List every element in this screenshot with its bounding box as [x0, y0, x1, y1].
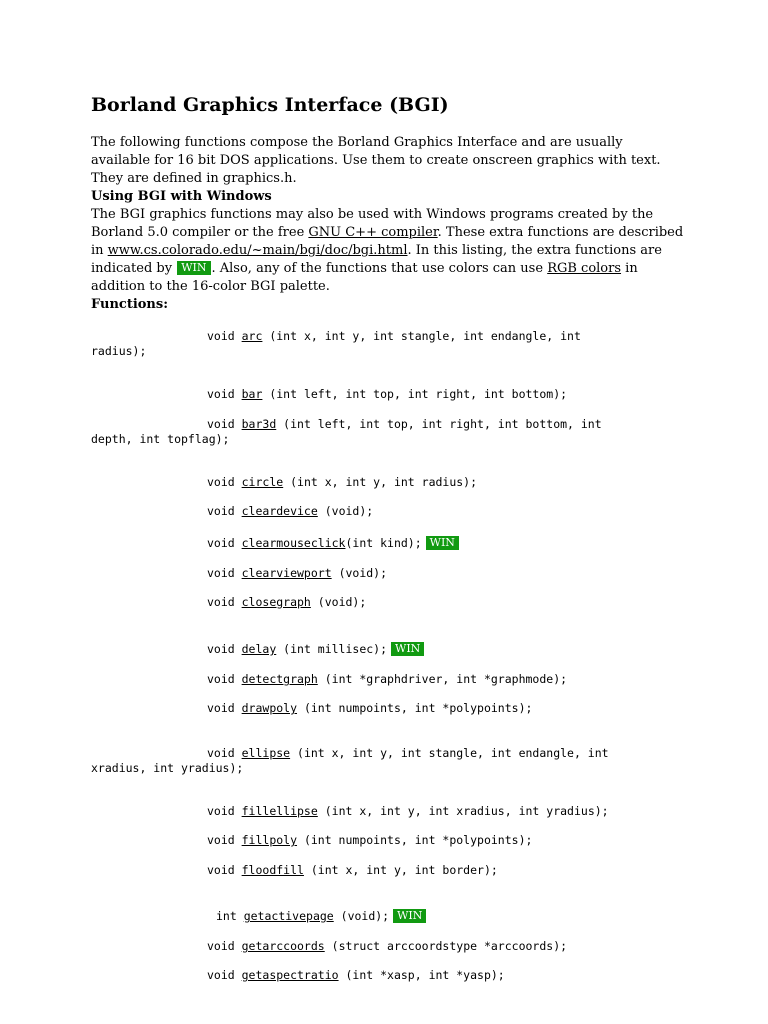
function-entry-cleardevice [91, 504, 681, 519]
return-type: void [207, 968, 242, 982]
function-args: (int numpoints, int *polypoints); [297, 701, 533, 715]
function-entry-bar [91, 387, 681, 402]
return-type: void [207, 566, 242, 580]
bgi-doc-link[interactable]: www.cs.colorado.edu/~main/bgi/doc/bgi.html [107, 243, 408, 258]
function-link-floodfill[interactable]: floodfill [241, 863, 304, 877]
return-type: void [207, 329, 242, 343]
function-link-clearviewport[interactable]: clearviewport [241, 566, 332, 580]
function-link-bar[interactable]: bar [241, 387, 263, 401]
gnu-compiler-link[interactable]: GNU C++ compiler [308, 225, 438, 240]
return-type: void [207, 701, 242, 715]
win-badge: WIN [393, 909, 426, 923]
function-link-closegraph[interactable]: closegraph [241, 595, 311, 609]
function-args: (struct arccoordstype *arccoords); [324, 939, 568, 953]
function-entry-getactivepage [91, 909, 681, 924]
function-entry-clearmouseclick [91, 536, 681, 551]
function-args: (int x, int y, int stangle, int endangle, int [290, 746, 609, 760]
function-args: (int left, int top, int right, int bottom, int [276, 417, 602, 431]
return-type: void [207, 417, 242, 431]
return-type: void [207, 804, 242, 818]
return-type: void [207, 672, 242, 686]
function-entry-delay [91, 642, 681, 657]
function-entry-drawpoly [91, 701, 681, 716]
intro-section [91, 134, 685, 314]
function-link-detectgraph[interactable]: detectgraph [241, 672, 318, 686]
function-entry-floodfill [91, 863, 681, 878]
function-args-continued: radius); [91, 344, 147, 358]
function-link-getarccoords[interactable]: getarccoords [241, 939, 325, 953]
function-link-circle[interactable]: circle [241, 475, 284, 489]
function-entry-arc [91, 329, 681, 359]
return-type: void [207, 746, 242, 760]
intro-paragraph: The following functions compose the Borland Graphics Interface and are usually available for 16 bit DOS applications. Use them to create onscreen graphics with text. They are defined in graphics.h. [91, 135, 661, 186]
function-args: (int kind); [345, 536, 422, 550]
windows-heading: Using BGI with Windows [91, 189, 272, 204]
function-args: (int x, int y, int border); [303, 863, 498, 877]
function-args: (int x, int y, int radius); [283, 475, 478, 489]
function-args: (int x, int y, int stangle, int endangle, int [262, 329, 581, 343]
function-args-continued: xradius, int yradius); [91, 761, 244, 775]
function-args: (void); [317, 504, 374, 518]
function-args: (void); [310, 595, 367, 609]
function-link-drawpoly[interactable]: drawpoly [241, 701, 298, 715]
return-type: void [207, 536, 242, 550]
return-type: void [207, 833, 242, 847]
return-type: void [207, 387, 242, 401]
function-entry-ellipse [91, 746, 681, 776]
function-entry-fillellipse [91, 804, 681, 819]
return-type: void [207, 595, 242, 609]
function-link-arc[interactable]: arc [241, 329, 263, 343]
return-type: int [216, 909, 244, 923]
function-entry-clearviewport [91, 566, 681, 581]
function-entry-getaspectratio [91, 968, 681, 983]
function-link-fillellipse[interactable]: fillellipse [241, 804, 318, 818]
function-link-clearmouseclick[interactable]: clearmouseclick [241, 536, 346, 550]
return-type: void [207, 642, 242, 656]
functions-heading: Functions: [91, 297, 169, 312]
function-args: (int *xasp, int *yasp); [338, 968, 505, 982]
return-type: void [207, 504, 242, 518]
function-args: (void); [333, 909, 390, 923]
function-args: (void); [331, 566, 388, 580]
return-type: void [207, 863, 242, 877]
page-title: Borland Graphics Interface (BGI) [91, 94, 449, 116]
windows-paragraph: The BGI graphics functions may also be used with Windows programs created by the Borland 5.0 compiler or the free GNU C++ compiler. These extra functions are described in www.cs.colorado.edu/~main/bgi/doc/bgi.html. In this listing, the extra functions are indicated by WIN . Also, any of the functions that use colors can use RGB colors in addition to the 16-color BGI palette. [91, 207, 684, 294]
function-args: (int numpoints, int *polypoints); [297, 833, 533, 847]
win-badge: WIN [426, 536, 459, 550]
rgb-colors-link[interactable]: RGB colors [547, 261, 622, 276]
function-entry-getarccoords [91, 939, 681, 954]
function-link-ellipse[interactable]: ellipse [241, 746, 291, 760]
function-entry-detectgraph [91, 672, 681, 687]
function-args-continued: depth, int topflag); [91, 432, 230, 446]
function-link-bar3d[interactable]: bar3d [241, 417, 277, 431]
function-args: (int *graphdriver, int *graphmode); [317, 672, 568, 686]
function-entry-circle [91, 475, 681, 490]
function-entry-bar3d [91, 417, 681, 447]
function-args: (int x, int y, int xradius, int yradius); [317, 804, 609, 818]
function-link-getaspectratio[interactable]: getaspectratio [241, 968, 339, 982]
function-entry-fillpoly [91, 833, 681, 848]
return-type: void [207, 939, 242, 953]
function-entry-closegraph [91, 595, 681, 610]
function-link-cleardevice[interactable]: cleardevice [241, 504, 318, 518]
function-link-delay[interactable]: delay [241, 642, 277, 656]
return-type: void [207, 475, 242, 489]
function-args: (int left, int top, int right, int bottom); [262, 387, 568, 401]
win-badge: WIN [391, 642, 424, 656]
function-args: (int millisec); [276, 642, 388, 656]
win-badge: WIN [177, 261, 210, 275]
function-link-fillpoly[interactable]: fillpoly [241, 833, 298, 847]
function-link-getactivepage[interactable]: getactivepage [243, 909, 334, 923]
